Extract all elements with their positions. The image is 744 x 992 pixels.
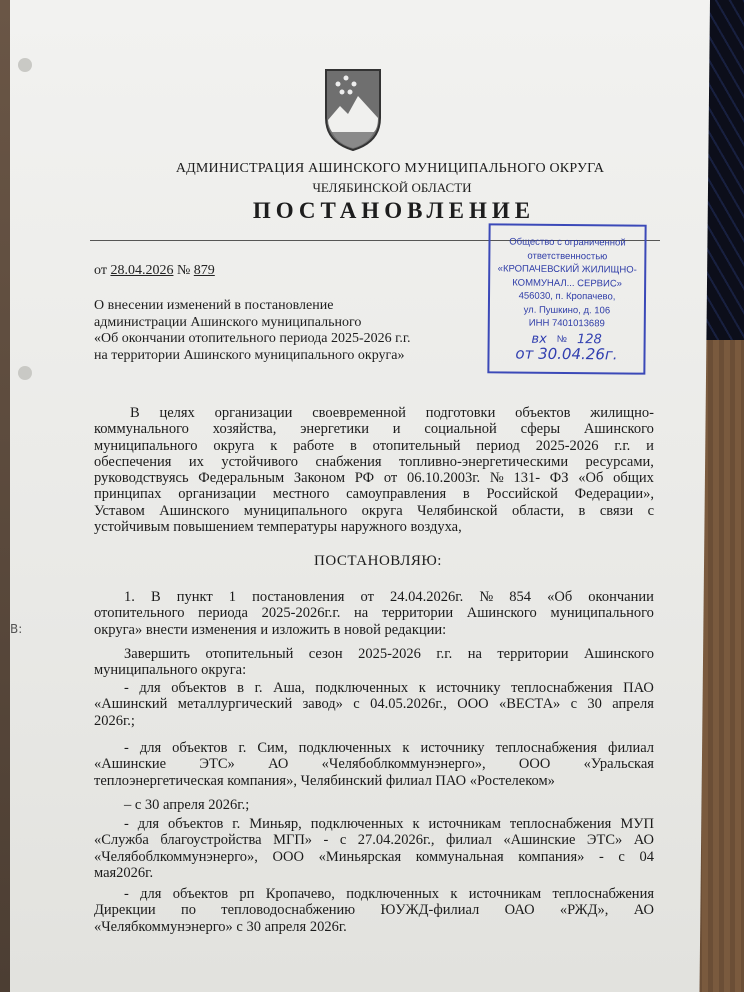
text-line: коммунального хозяйства, энергетики и социальной сферы Ашинского bbox=[94, 421, 654, 438]
coat-of-arms-icon bbox=[322, 66, 384, 152]
stamp-date: от 30.04.26г. bbox=[515, 344, 618, 364]
org-region: ЧЕЛЯБИНСКОЙ ОБЛАСТИ bbox=[312, 180, 472, 195]
stamp-line: «КРОПАЧЕВСКИЙ ЖИЛИЩНО- bbox=[497, 263, 637, 276]
incoming-stamp bbox=[487, 223, 646, 374]
bullet-minyar bbox=[94, 816, 654, 881]
document-title: ПОСТАНОВЛЕНИЕ bbox=[252, 198, 536, 223]
date-line bbox=[94, 263, 215, 279]
punch-hole bbox=[18, 58, 32, 72]
text-line: «Ашинский металлургический завод» с 04.05.2026г., ООО «ВЕСТА» с 30 апреля bbox=[94, 696, 654, 713]
stamp-line: ИНН 7401013689 bbox=[528, 317, 605, 330]
punch-hole bbox=[18, 366, 32, 380]
subject-line: администрации Ашинского муниципального bbox=[94, 314, 362, 330]
preamble-paragraph bbox=[94, 405, 654, 535]
subject-line: на территории Ашинского муниципального округа» bbox=[94, 347, 405, 363]
text-line: отопительного периода 2025-2026г.г. на территории Ашинского муниципального bbox=[94, 605, 654, 622]
stamp-line: ответственностью bbox=[527, 250, 608, 262]
text-line: - для объектов в г. Аша, подключенных к источнику теплоснабжения ПАО bbox=[124, 680, 654, 696]
text-line: теплоэнергетическая компания», Челябинский филиал ПАО «Ростелеком» bbox=[94, 772, 555, 789]
text-line: муниципального округа к работе в отопительный период 2025-2026 г.г. и bbox=[94, 437, 654, 454]
text-line: - для объектов г. Миньяр, подключенных к источникам теплоснабжения МУП bbox=[124, 816, 654, 832]
text-line: «Челябоблкоммунэнерго», ООО «Миньярская коммунальная компания» - с 04 bbox=[94, 848, 654, 865]
stamp-incoming-mark: вх bbox=[531, 331, 547, 347]
stamp-line: КОММУНАЛ... СЕРВИС» bbox=[512, 277, 623, 289]
text-line: руководствуясь Федеральным Законом РФ от 06.10.2003г. № 131- ФЗ «Об общих bbox=[94, 470, 654, 487]
text-line: округа» внести изменения и изложить в новой редакции: bbox=[94, 621, 447, 638]
org-name: АДМИНИСТРАЦИЯ АШИНСКОГО МУНИЦИПАЛЬНОГО ОКРУГА bbox=[175, 161, 605, 176]
text-line: муниципального округа: bbox=[94, 662, 247, 679]
subject-line: О внесении изменений в постановление bbox=[94, 298, 334, 313]
document-number: 879 bbox=[193, 263, 215, 278]
margin-mark: В: bbox=[10, 622, 23, 636]
text-line: 2026г.; bbox=[94, 712, 135, 729]
text-line: мая2026г. bbox=[94, 864, 154, 881]
bullet-sim-end bbox=[94, 797, 654, 813]
stamp-number-sign: № bbox=[556, 333, 568, 345]
subject-line: «Об окончании отопительного периода 2025-2026 г.г. bbox=[94, 331, 411, 346]
text-line: - для объектов г. Сим, подключенных к источнику теплоснабжения филиал bbox=[124, 740, 654, 756]
text-line: В целях организации своевременной подготовки объектов жилищно- bbox=[130, 405, 654, 421]
text-line: «Ашинские ЭТС» АО «Челябоблкоммунэнерго», ООО «Уральская bbox=[94, 756, 654, 773]
document-date: 28.04.2026 bbox=[110, 263, 174, 278]
stamp-line: Общество с ограниченной bbox=[509, 236, 626, 249]
text-line: устойчивым повышением температуры наружного воздуха, bbox=[94, 519, 462, 536]
subject-block bbox=[94, 298, 411, 364]
stamp-line: 456030, п. Кропачево, bbox=[518, 290, 616, 303]
number-sign: № bbox=[176, 263, 191, 278]
stamp-line: ул. Пушкино, д. 106 bbox=[523, 304, 611, 316]
bullet-sim bbox=[94, 740, 654, 789]
date-prefix: от bbox=[94, 263, 107, 278]
text-line: Завершить отопительный сезон 2025-2026 г.г. на территории Ашинского bbox=[124, 646, 654, 662]
text-line: обеспечения их устойчивого снабжения топливно-энергетическими ресурсами, bbox=[94, 453, 654, 470]
text-line: 1. В пункт 1 постановления от 24.04.2026г. № 854 «Об окончании bbox=[124, 589, 654, 605]
text-line: Дирекции по тепловодоснабжению ЮУЖД-филиал ОАО «РЖД», АО bbox=[94, 902, 654, 919]
item-1-paragraph bbox=[94, 589, 654, 638]
text-line: принципах организации местного самоуправления в Российской Федерации», bbox=[94, 486, 654, 503]
finish-paragraph bbox=[94, 646, 654, 679]
bullet-asha bbox=[94, 680, 654, 729]
stamp-number: 128 bbox=[576, 331, 602, 347]
bullet-kropachevo bbox=[94, 886, 654, 935]
text-line: «Челябкоммунэнерго» с 30 апреля 2026г. bbox=[94, 918, 347, 935]
text-line: Уставом Ашинского муниципального округа Челябинской области, в связи с bbox=[94, 502, 654, 519]
text-line: – с 30 апреля 2026г.; bbox=[124, 797, 250, 813]
text-line: - для объектов рп Кропачево, подключенных к источникам теплоснабжения bbox=[124, 886, 654, 902]
text-line: «Служба благоустройства МГП» - с 27.04.2026г., филиал «Ашинские ЭТС» АО bbox=[94, 832, 654, 849]
decree-heading: ПОСТАНОВЛЯЮ: bbox=[314, 553, 442, 569]
